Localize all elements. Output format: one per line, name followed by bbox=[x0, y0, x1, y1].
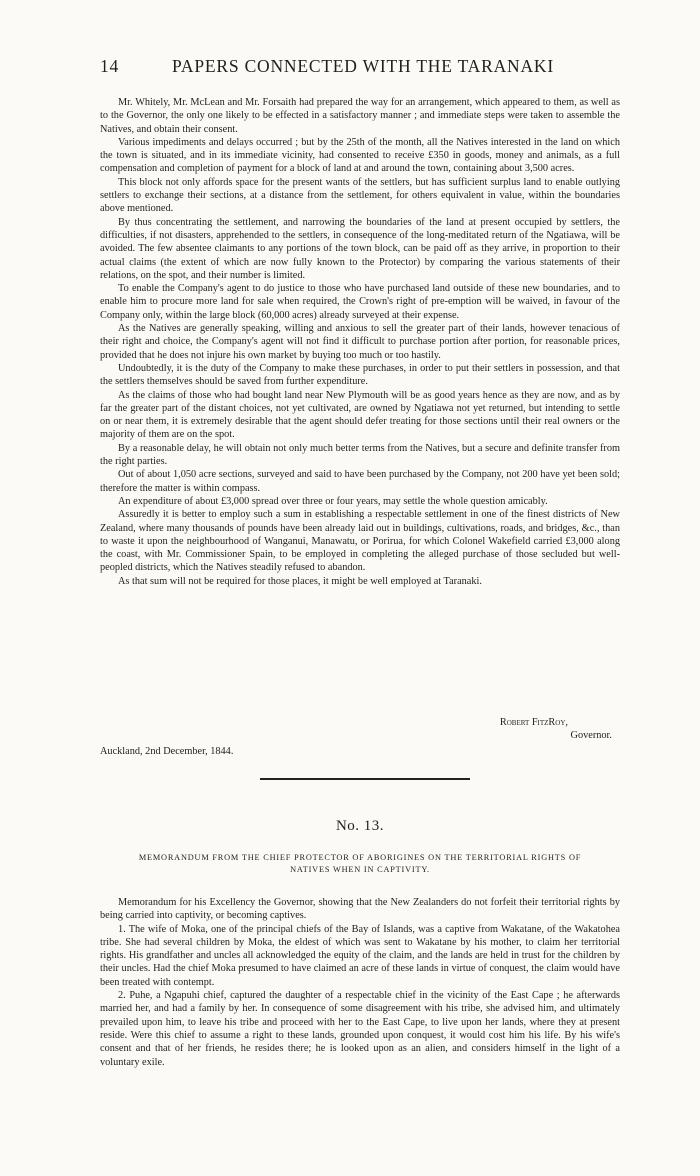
paragraph: As that sum will not be required for those places, it might be well employed at Taranaki. bbox=[118, 575, 482, 587]
memorandum-heading bbox=[100, 852, 620, 876]
signature-block bbox=[100, 716, 620, 758]
paragraph: Undoubtedly, it is the duty of the Company to make these purchases, in order to put their settlers in possession, and that the settlers themselves should be saved from further expenditure. bbox=[100, 362, 620, 388]
paragraph: 1. The wife of Moka, one of the principal chiefs of the Bay of Islands, was a captive from Wakatane, of the Wakatohea tribe. She had several children by Moka, the eldest of which was sent to Wakatane by his mother, to claim her territorial rights. His grandfather and uncles all acknowledged the equity of the claim, and the lands are held in trust for the children by their uncles. Had the chief Moka presumed to have claimed an acre of these lands in virtue of conquest, the claim would have been treated with contempt. bbox=[100, 923, 620, 988]
paragraph: To enable the Company's agent to do justice to those who have purchased land outside of these new boundaries, and to enable him to procure more land for sale when required, the Crown's right of pre-emption will be waived, in favour of the Company only, within the large block (60,000 acres) already surveyed at their expense. bbox=[100, 283, 620, 321]
page-number: 14 bbox=[100, 56, 120, 76]
running-title: PAPERS CONNECTED WITH THE TARANAKI bbox=[172, 56, 554, 76]
paragraph: Out of about 1,050 acre sections, surveyed and said to have been purchased by the Company, not 200 have yet been sold; therefore the matter is within compass. bbox=[100, 469, 620, 494]
paragraph: An expenditure of about £3,000 spread over three or four years, may settle the whole question amicably. bbox=[118, 495, 548, 507]
paragraph: As the claims of those who had bought land near New Plymouth will be as good years hence as they are now, and as by far the greater part of the distant choices, not yet cultivated, are owned by Ngatiawa not yet returned, but intending to settle on or near them, it is extremely desirable that the agent should defer treating for those sections until their real owners or the majority of them are on the spot. bbox=[100, 389, 620, 441]
paragraph: Assuredly it is better to employ such a sum in establishing a respectable settlement in one of the finest districts of New Zealand, where many thousands of pounds have been already laid out in buildings, cultivations, roads, and bridges, &c., than to waste it upon the neighbourhood of Wanganui, Manawatu, or Porirua, for which Colonel Wakefield carried £3,000 along the coast, with Mr. Commissioner Spain, to be employed in completing the alleged purchase of those secluded but well-peopled districts, which the Natives steadily refused to abandon. bbox=[100, 509, 620, 574]
memorandum-heading-line: NATIVES WHEN IN CAPTIVITY. bbox=[290, 865, 430, 874]
place-date: Auckland, 2nd December, 1844. bbox=[100, 745, 234, 757]
section-divider bbox=[260, 778, 470, 780]
paragraph: As the Natives are generally speaking, willing and anxious to sell the greater part of their lands, however tenacious of their right and choice, the Company's agent will not find it difficult to purchase portion after portion, for reasonable prices, provided that he does not injure his own market by buying too much or too hastily. bbox=[100, 323, 620, 361]
signatory-name: Robert FitzRoy, bbox=[499, 717, 568, 728]
paragraph: 2. Puhe, a Ngapuhi chief, captured the daughter of a respectable chief in the vicinity of the East Cape ; he afterwards married her, and had a family by her. In consequence of some disagreement with his tribe, she advised him, and ultimately prevailed upon him, to leave his tribe and proceed with her to the East Cape, to live upon her lands, where they at present reside. Were this chief to assume a right to these lands, grounded upon conquest, it would cost him his life. By his wife's consent and that of her friends, he resides there; he is looked upon as an alien, and considers himself in the light of a voluntary exile. bbox=[100, 990, 620, 1068]
memorandum-heading-line: MEMORANDUM FROM THE CHIEF PROTECTOR OF ABORIGINES ON THE TERRITORIAL RIGHTS OF bbox=[138, 853, 582, 862]
paragraph: Various impediments and delays occurred ; but by the 25th of the month, all the Natives interested in the land on which the town is situated, and in its immediate vicinity, had consented to receive £350 in goods, money and animals, as a full compensation and completion of payment for a block of land at and around the town, containing about 3,500 acres. bbox=[100, 136, 620, 175]
paragraph: By thus concentrating the settlement, and narrowing the boundaries of the land at present occupied by settlers, the difficulties, if not disasters, apprehended to the settlers, in consequence of the long-meditated return of the Ngatiawa, will be avoided. The few absentee claimants to any portions of the town block, can be paid off as they arrive, in proportion to their actual claims (the extent of which are now fully known to the Protector) by comparing the various statements of their relations, on the spot, and their number is limited. bbox=[100, 216, 620, 281]
letter-body bbox=[100, 96, 620, 588]
memorandum-body bbox=[100, 896, 620, 1069]
paragraph: By a reasonable delay, he will obtain not only much better terms from the Natives, but a secure and definite transfer from the right parties. bbox=[100, 442, 620, 468]
paragraph: This block not only affords space for the present wants of the settlers, but has sufficient surplus land to enable outlying settlers to exchange their sections, at a distance from the settlement, for others equivalent in value, within the boundaries above mentioned. bbox=[100, 176, 620, 215]
document-number: No. 13. bbox=[335, 818, 385, 834]
signatory-role: Governor. bbox=[570, 730, 612, 742]
paragraph: Memorandum for his Excellency the Governor, showing that the New Zealanders do not forfeit their territorial rights by being carried into captivity, or becoming captives. bbox=[100, 897, 620, 922]
paragraph: Mr. Whitely, Mr. McLean and Mr. Forsaith had prepared the way for an arrangement, which appeared to them, as well as to the Governor, the only one likely to be effected in a satisfactory manner ; and immediate steps were taken to assemble the Natives, and obtain their consent. bbox=[100, 97, 620, 135]
